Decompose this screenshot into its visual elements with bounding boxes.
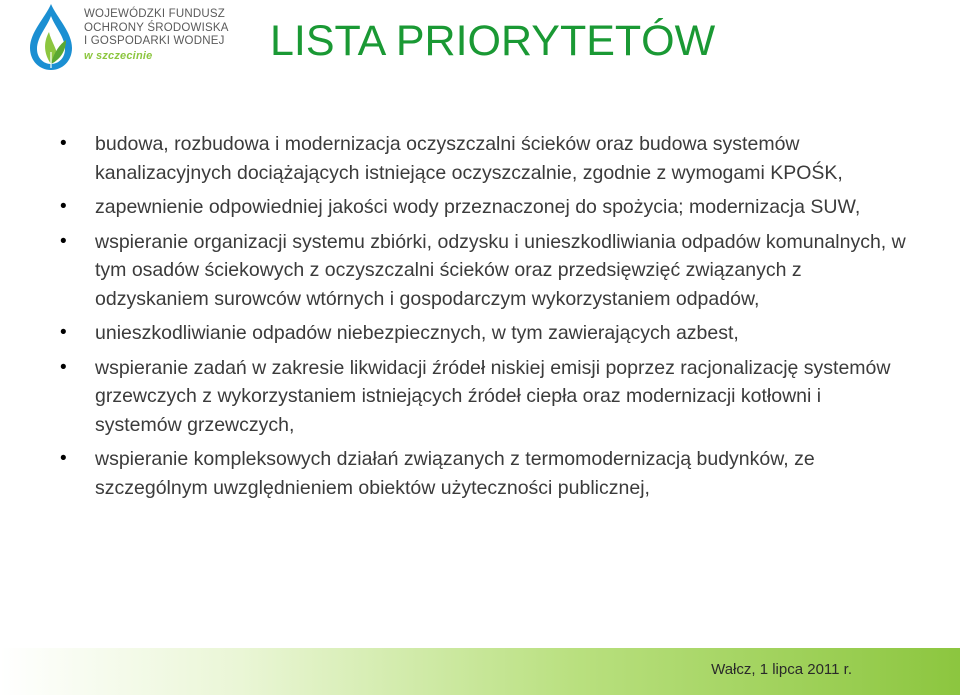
logo-city: w szczecinie	[84, 49, 153, 62]
list-item	[60, 193, 910, 222]
slide-title: LISTA PRIORYTETÓW	[270, 17, 716, 65]
list-item	[60, 445, 910, 502]
bullet-icon: •	[60, 448, 67, 469]
logo-line: I GOSPODARKI WODNEJ	[84, 35, 225, 47]
water-drop-leaf-logo-icon	[24, 2, 78, 72]
list-item-text: wspieranie organizacji systemu zbiórki, odzysku i unieszkodliwiania odpadów komunalnych, w tym osadów ściekowych z oczyszczalni ścieków oraz przedsięwzięć związanych z odzyskaniem surowców wtórnych i gospodarczym wykorzystaniem odpadów,	[95, 230, 906, 310]
list-item-text: zapewnienie odpowiedniej jakości wody przeznaczonej do spożycia; modernizacja SUW,	[95, 196, 861, 218]
list-item	[60, 319, 910, 348]
list-item-text: budowa, rozbudowa i modernizacja oczyszczalni ścieków oraz budowa systemów kanalizacyjnych dociążających istniejące oczyszczalnie, zgodnie z wymogami KPOŚK,	[95, 133, 843, 184]
logo-line: OCHRONY ŚRODOWISKA	[84, 21, 229, 34]
bullet-icon: •	[60, 133, 67, 154]
logo-text	[84, 8, 229, 63]
list-item-text: unieszkodliwianie odpadów niebezpiecznych, w tym zawierających azbest,	[95, 322, 739, 344]
footer-bar	[0, 648, 960, 695]
priority-list	[60, 130, 910, 508]
bullet-icon: •	[60, 230, 67, 252]
bullet-icon: •	[60, 322, 67, 343]
list-item	[60, 354, 910, 440]
list-item-text: wspieranie zadań w zakresie likwidacji źródeł niskiej emisji poprzez racjonalizację systemów grzewczych z wykorzystaniem istniejących źródeł ciepła oraz modernizacji kotłowni i systemów grzewczych,	[95, 356, 891, 436]
bullet-icon: •	[60, 356, 67, 378]
bullet-icon: •	[60, 196, 67, 217]
list-item	[60, 130, 910, 187]
footer-date: Wałcz, 1 lipca 2011 r.	[711, 661, 852, 678]
list-item-text: wspieranie kompleksowych działań związanych z termomodernizacją budynków, ze szczególnym uwzględnieniem obiektów użyteczności publicznej,	[95, 448, 815, 499]
logo	[24, 2, 244, 72]
logo-line: WOJEWÓDZKI FUNDUSZ	[84, 8, 225, 20]
list-item	[60, 228, 910, 314]
